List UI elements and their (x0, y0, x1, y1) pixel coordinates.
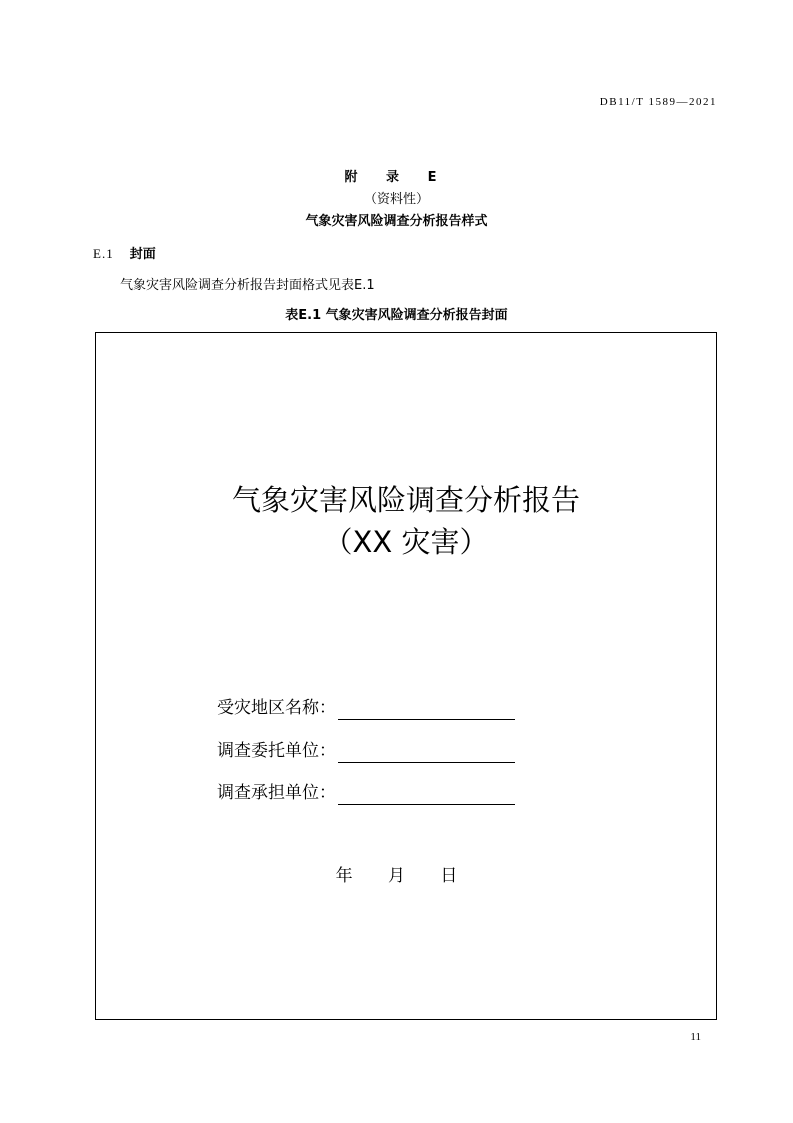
cover-subtitle: （XX 灾害） (323, 525, 489, 559)
section-body-text: 气象灾害风险调查分析报告封面格式见表E.1 (120, 278, 375, 293)
date-month: 月 (388, 866, 405, 886)
section-number: E.1 (93, 246, 114, 261)
date-day: 日 (440, 866, 458, 886)
section-heading (93, 243, 156, 262)
field-label: 调查承担单位： (217, 783, 336, 803)
table-caption: 表E.1 气象灾害风险调查分析报告封面 (285, 308, 508, 323)
date-row (0, 861, 793, 886)
document-code: DB11/T 1589—2021 (599, 96, 717, 108)
section-label: 封面 (129, 247, 156, 262)
appendix-title: 附 录 E (344, 170, 449, 185)
cover-title: 气象灾害风险调查分析报告 (231, 483, 580, 517)
field-undertaking-unit (217, 781, 515, 805)
field-blank-line (338, 786, 515, 805)
cover-frame (95, 332, 717, 1020)
page-number: 11 (690, 1031, 701, 1043)
field-affected-region (217, 696, 515, 720)
date-year: 年 (335, 866, 353, 886)
field-label: 受灾地区名称： (217, 698, 336, 718)
field-blank-line (338, 701, 515, 720)
appendix-subject: 气象灾害风险调查分析报告样式 (305, 214, 488, 229)
field-label: 调查委托单位： (217, 741, 336, 761)
field-commissioning-unit (217, 739, 515, 763)
appendix-nature: （资料性） (363, 192, 429, 207)
field-blank-line (338, 744, 515, 763)
